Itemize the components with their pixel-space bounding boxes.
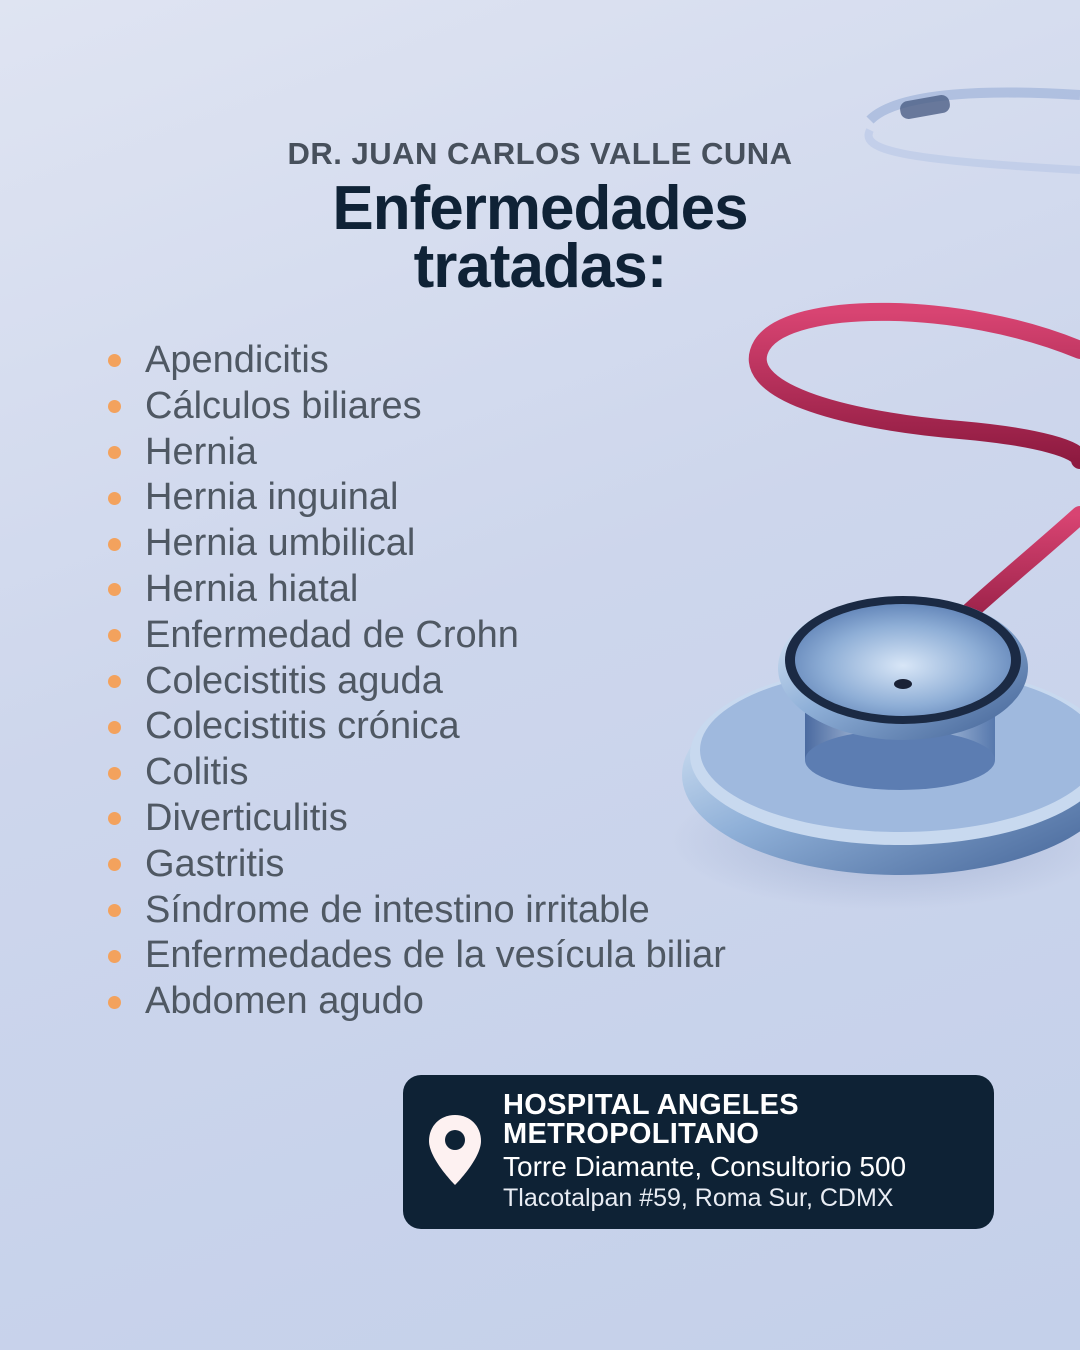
list-item-label: Hernia umbilical bbox=[145, 522, 416, 565]
list-item bbox=[108, 384, 726, 430]
bullet-icon bbox=[108, 904, 121, 917]
list-item-label: Enfermedades de la vesícula biliar bbox=[145, 934, 726, 977]
list-item-label: Diverticulitis bbox=[145, 796, 348, 839]
list-item-label: Cálculos biliares bbox=[145, 384, 422, 427]
hospital-name-line-2: METROPOLITANO bbox=[503, 1118, 760, 1150]
list-item-label: Colecistitis crónica bbox=[145, 705, 460, 748]
hospital-name-line-1: HOSPITAL ANGELES bbox=[503, 1089, 799, 1121]
bullet-icon bbox=[108, 629, 121, 642]
bullet-icon bbox=[108, 354, 121, 367]
list-item bbox=[108, 842, 726, 888]
bullet-icon bbox=[108, 400, 121, 413]
list-item bbox=[108, 613, 726, 659]
location-details bbox=[503, 1091, 906, 1212]
map-pin-icon bbox=[427, 1113, 483, 1189]
bullet-icon bbox=[108, 583, 121, 596]
list-item bbox=[108, 704, 726, 750]
list-item bbox=[108, 750, 726, 796]
bullet-icon bbox=[108, 446, 121, 459]
list-item bbox=[108, 979, 726, 1025]
list-item bbox=[108, 475, 726, 521]
list-item bbox=[108, 933, 726, 979]
list-item bbox=[108, 338, 726, 384]
bullet-icon bbox=[108, 492, 121, 505]
bullet-icon bbox=[108, 721, 121, 734]
list-item bbox=[108, 888, 726, 934]
office-location: Torre Diamante, Consultorio 500 bbox=[503, 1151, 907, 1182]
conditions-list bbox=[108, 338, 726, 1025]
bullet-icon bbox=[108, 538, 121, 551]
page-title bbox=[0, 174, 1080, 301]
list-item bbox=[108, 430, 726, 476]
bullet-icon bbox=[108, 996, 121, 1009]
list-item-label: Apendicitis bbox=[145, 339, 329, 381]
bullet-icon bbox=[108, 767, 121, 780]
title-line-2: tratadas: bbox=[413, 232, 667, 301]
list-item bbox=[108, 659, 726, 705]
bullet-icon bbox=[108, 950, 121, 963]
list-item-label: Síndrome de intestino irritable bbox=[145, 888, 650, 931]
list-item-label: Enfermedad de Crohn bbox=[145, 613, 519, 656]
bullet-icon bbox=[108, 675, 121, 688]
list-item bbox=[108, 567, 726, 613]
list-item-label: Hernia bbox=[145, 430, 257, 473]
list-item bbox=[108, 796, 726, 842]
bullet-icon bbox=[108, 858, 121, 871]
doctor-name: DR. JUAN CARLOS VALLE CUNA bbox=[287, 136, 793, 171]
list-item-label: Colecistitis aguda bbox=[145, 659, 443, 702]
location-card bbox=[403, 1075, 994, 1229]
street-address: Tlacotalpan #59, Roma Sur, CDMX bbox=[503, 1184, 894, 1212]
list-item-label: Hernia hiatal bbox=[145, 567, 359, 610]
list-item-label: Gastritis bbox=[145, 842, 285, 885]
title-line-1: Enfermedades bbox=[332, 174, 748, 243]
bullet-icon bbox=[108, 812, 121, 825]
list-item-label: Abdomen agudo bbox=[145, 980, 424, 1023]
list-item-label: Hernia inguinal bbox=[145, 476, 399, 519]
list-item-label: Colitis bbox=[145, 751, 249, 794]
list-item bbox=[108, 521, 726, 567]
